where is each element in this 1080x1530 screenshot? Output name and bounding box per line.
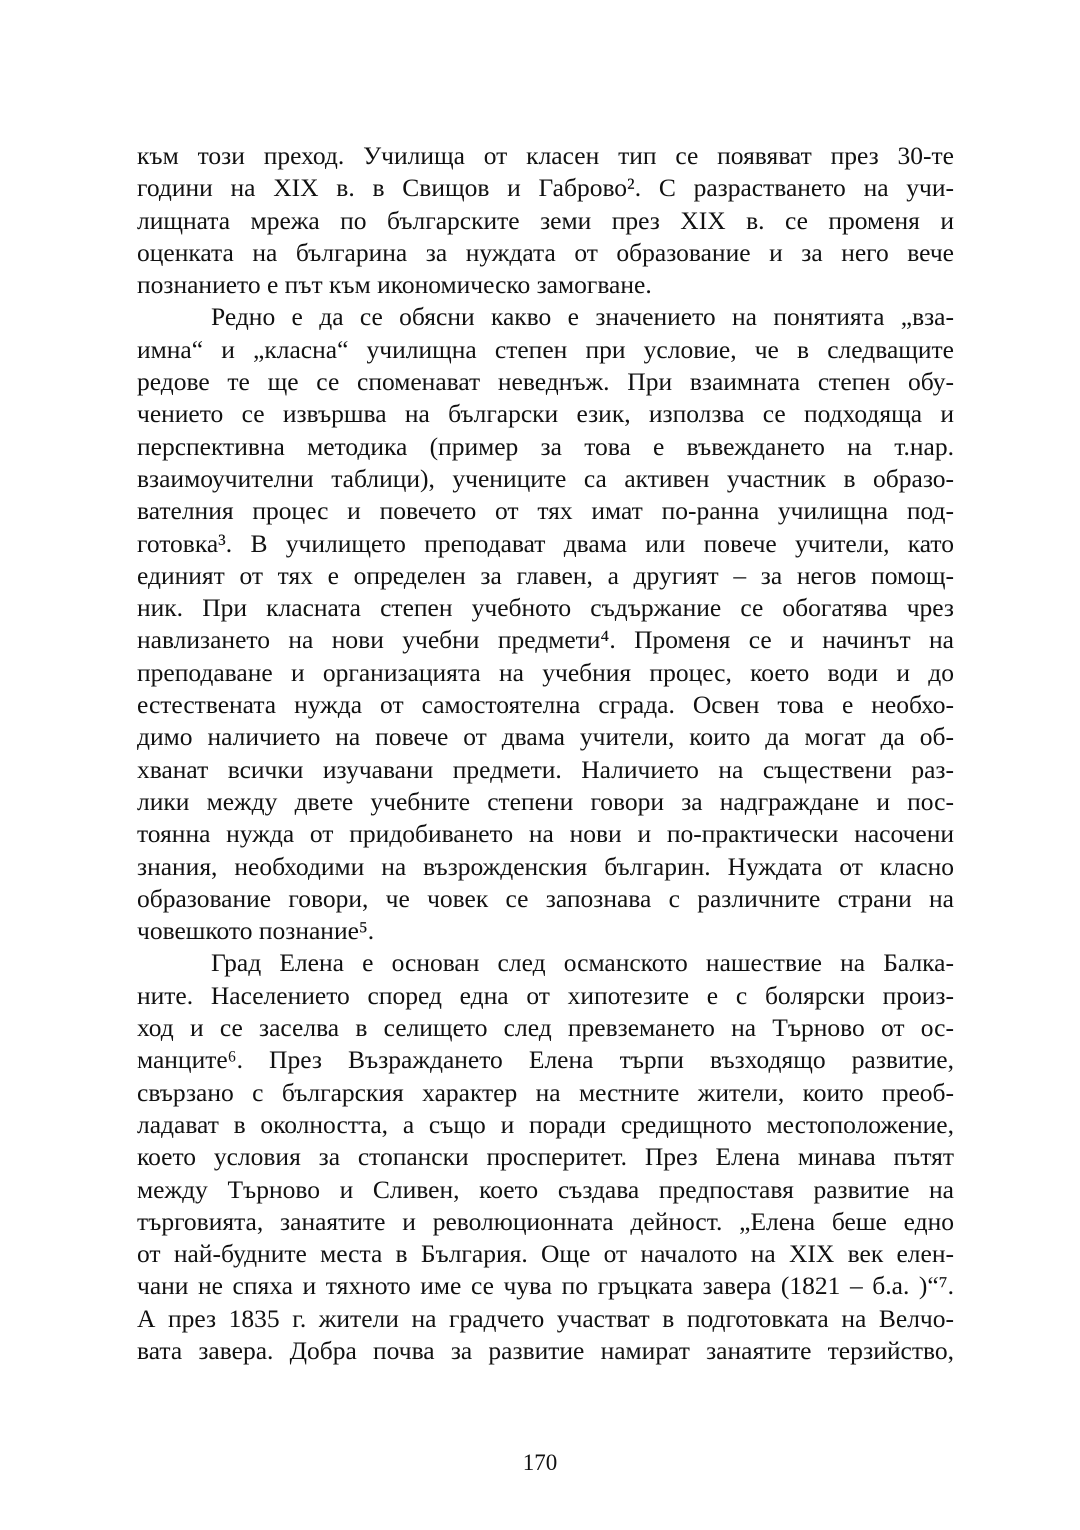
text-line: единият от тях е определен за главен, а другият – за негов помощ- [137, 560, 954, 590]
text-line: готовка³. В училището преподават двама или повече учители, като [137, 528, 954, 558]
text-line: преподаване и организацията на учебния процес, което води и до [137, 657, 954, 687]
text-line: вателния процес и повечето от тях имат по-ранна училищна под- [137, 496, 954, 526]
text-line: лищната мрежа по българските земи през XIX в. се променя и [137, 205, 954, 235]
text-line: лики между двете учебните степени говори за надграждане и пос- [137, 786, 954, 816]
text-line: образование говори, че човек се запознава с различните страни на [137, 883, 954, 913]
paragraph-first-line: Редно е да се обясни какво е значението на понятията „вза- [211, 302, 954, 332]
page-number: 170 [522, 1450, 558, 1475]
text-line: естествената нужда от самостоятелна сграда. Освен това е необхо- [137, 690, 954, 720]
text-line: ник. При класната степен учебното съдържание се обогатява чрез [137, 593, 954, 623]
text-line: към този преход. Училища от класен тип се появяват през 30-те [137, 141, 954, 170]
text-line: от най-будните места в България. Още от началото на XIX век елен- [137, 1239, 954, 1269]
text-line: манците⁶. През Възраждането Елена търпи възходящо развитие, [137, 1045, 954, 1075]
text-line: години на XIX в. в Свищов и Габрово². С разрастването на учи- [137, 173, 954, 203]
text-line: А през 1835 г. жители на градчето участват в подготовката на Велчо- [137, 1303, 954, 1333]
text-line: чението се извършва на български език, използва се подходяща и [137, 399, 954, 429]
text-line: което условия за стопански просперитет. През Елена минава пътят [137, 1142, 954, 1172]
text-line: имна“ и „класна“ училищна степен при условие, че в следващите [137, 334, 954, 364]
text-line: ните. Населението според една от хипотезите е с болярски произ- [137, 980, 954, 1010]
text-line: вата завера. Добра почва за развитие намират занаятите терзийство, [137, 1335, 954, 1365]
text-line: навлизането на нови учебни предмети⁴. Променя се и начинът на [137, 625, 954, 655]
text-line: чани не спяха и тяхното име се чува по гръцката завера (1821 – б.а. )“⁷. [137, 1271, 954, 1301]
text-line: между Търново и Сливен, което създава предпоставя развитие на [137, 1174, 954, 1204]
text-line: ладават в околността, а също и поради средищното местоположение, [137, 1109, 954, 1139]
text-line: търговията, занаятите и революционната дейност. „Елена беше едно [137, 1206, 954, 1236]
text-line: човешкото познание⁵. [137, 916, 375, 946]
text-line: редове те ще се споменават неведнъж. При взаимната степен обу- [137, 367, 954, 397]
text-line: взаимоучителни таблици), учениците са активен участник в образо- [137, 463, 954, 493]
paragraph-first-line: Град Елена е основан след османското нашествие на Балка- [211, 948, 954, 978]
text-line: димо наличието на повече от двама учители, които да могат да об- [137, 722, 954, 752]
text-line: хванат всички изучавани предмети. Наличието на съществени раз- [137, 754, 954, 784]
text-line: знания, необходими на възрожденския българин. Нуждата от класно [137, 851, 954, 881]
body-text [137, 140, 954, 1367]
text-line: свързано с българския характер на местните жители, които преоб- [137, 1077, 954, 1107]
text-line: оценката на българина за нуждата от образование и за него вече [137, 237, 954, 267]
text-line: перспективна методика (пример за това е въвеждането на т.нар. [137, 431, 954, 461]
text-line: тоянна нужда от придобиването на нови и по-практически насочени [137, 819, 954, 849]
text-line: познанието е път към икономическо замогване. [137, 270, 652, 300]
text-line: ход и се заселва в селището след превземането на Търново от ос- [137, 1013, 954, 1043]
